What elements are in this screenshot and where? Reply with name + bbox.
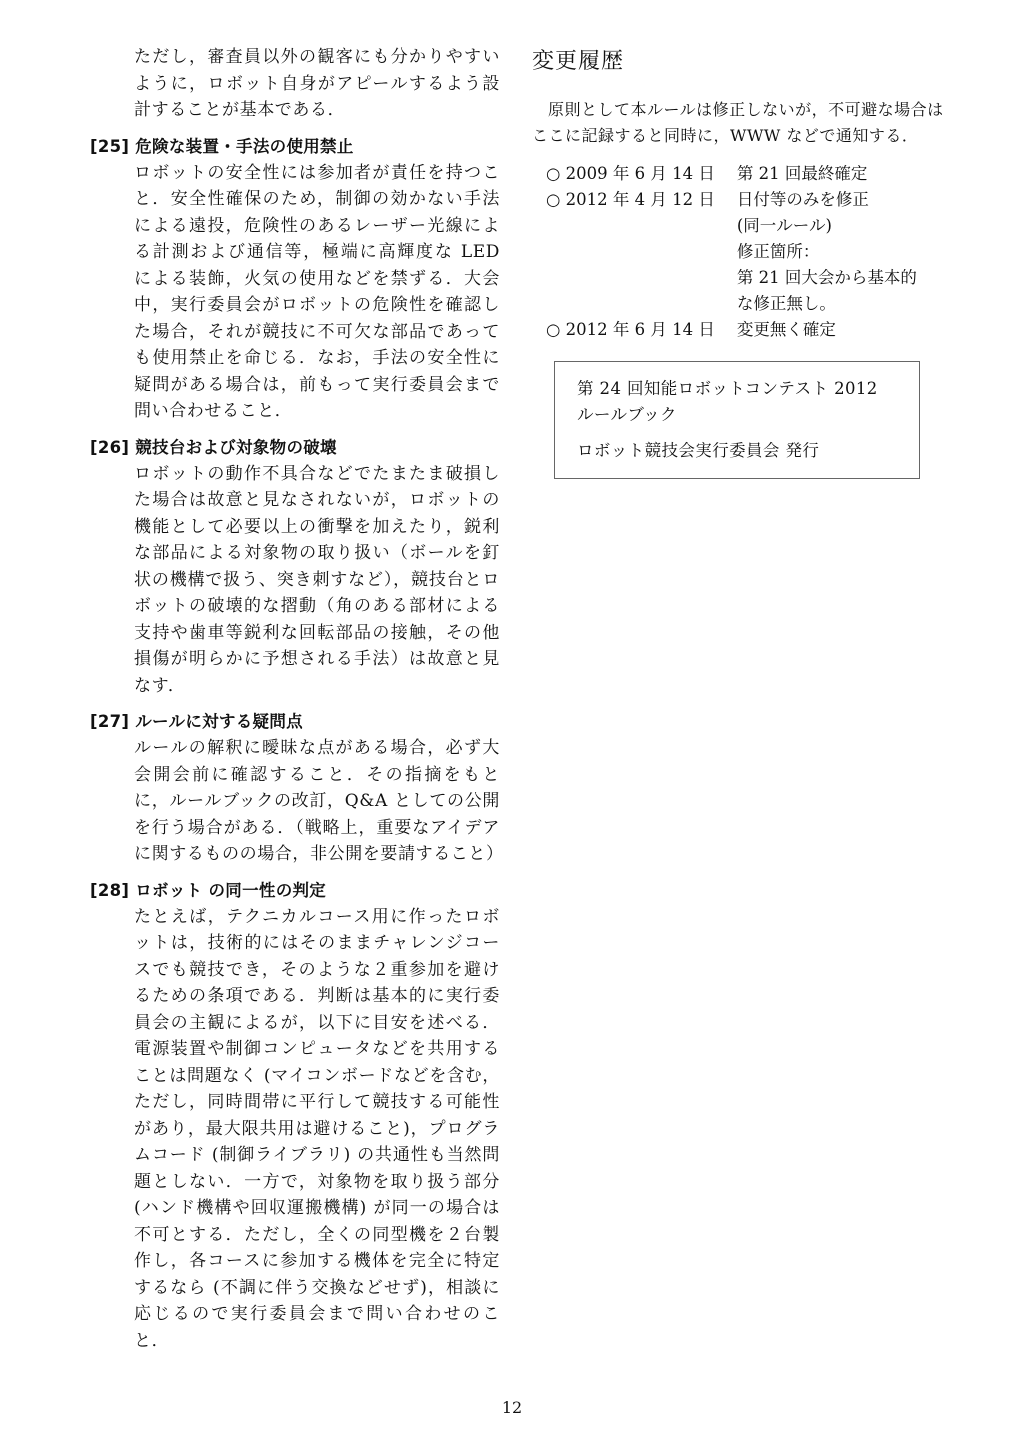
history-title: 変更履歴 (532, 49, 625, 74)
history-date: ○ 2012 年 6 月 14 日 (546, 320, 715, 339)
intro-paragraph: ただし，審査員以外の観客にも分かりやすいように，ロボット自身がアピールするよう設計することが基本である． (134, 47, 500, 120)
rulebook-publisher: ロボット競技会実行委員会 発行 (577, 441, 820, 460)
section-title: 危険な装置・手法の使用禁止 (135, 136, 354, 156)
rulebook-title: 第 24 回知能ロボットコンテスト 2012 ルールブック (577, 379, 878, 424)
history-entry (532, 161, 927, 187)
section-number: [28] (90, 880, 130, 900)
section-heading (90, 435, 500, 461)
section-body: ロボットの安全性には参加者が責任を持つこと．安全性確保のため，制御の効かない手法による遠投，危険性のあるレーザー光線による計測および通信等，極端に高輝度な LED による装飾，火気の使用などを禁ずる．大会中，実行委員会がロボットの危険性を確認した場合，それが競技に不可欠な部品であっても使用禁止を命じる．なお，手法の安全性に疑問がある場合は，前もって実行委員会まで問い合わせること． (134, 162, 500, 421)
section-25 (90, 134, 500, 425)
right-column (532, 44, 952, 479)
history-description: 第 21 回最終確定 (736, 164, 868, 183)
section-body: ロボットの動作不具合などでたまたま破損した場合は故意と見なされないが，ロボットの機能として必要以上の衝撃を加えたり，鋭利な部品による対象物の取り扱い（ボールを釘状の機構で扱う、突き刺すなど），競技台とロボットの破壊的な摺動（角のある部材による支持や歯車等鋭利な回転部品の接触，その他損傷が明らかに予想される手法）は故意と見なす． (134, 463, 500, 696)
section-heading (90, 134, 500, 160)
section-title: 競技台および対象物の破壊 (135, 437, 337, 457)
history-description: 日付等のみを修正 (同一ルール) 修正箇所： 第 21 回大会から基本的な修正無し。 (736, 190, 917, 313)
page-number: 12 (501, 1398, 523, 1417)
section-number: [26] (90, 437, 130, 457)
circle-marker-icon: ○ (546, 164, 561, 183)
left-column (90, 44, 504, 1354)
rulebook-info-box (554, 361, 920, 479)
history-entry (532, 187, 927, 317)
history-date: ○ 2009 年 6 月 14 日 (546, 164, 715, 183)
section-28 (90, 878, 500, 1355)
section-body: たとえば，テクニカルコース用に作ったロボットは，技術的にはそのままチャレンジコースでも競技でき，そのような２重参加を避けるための条項である．判断は基本的に実行委員会の主観によるが，以下に目安を述べる．電源装置や制御コンピュータなどを共用することは問題なく (マイコンボードなどを含む，ただし，同時間帯に平行して競技する可能性があり，最大限共用は避けること)，プログラムコード (制御ライブラリ) の共通性も当然問題としない．一方で，対象物を取り扱う部分 (ハンド機構や回収運搬機構) が同一の場合は不可とする．ただし，全くの同型機を２台製作し，各コースに参加する機体を完全に特定するなら (不調に伴う交換などせず)，相談に応じるので実行委員会まで問い合わせのこと． (134, 906, 500, 1351)
history-description: 変更無く確定 (736, 320, 836, 339)
circle-marker-icon: ○ (546, 190, 561, 209)
history-date: ○ 2012 年 4 月 12 日 (546, 190, 715, 209)
section-body: ルールの解釈に曖昧な点がある場合，必ず大会開会前に確認すること．その指摘をもとに，ルールブックの改訂，Q&A としての公開を行う場合がある．（戦略上，重要なアイデアに関するものの場合，非公開を要請すること） (134, 738, 504, 864)
section-heading (90, 878, 500, 904)
section-title: ルールに対する疑問点 (135, 712, 303, 731)
section-title: ロボット の同一性の判定 (135, 880, 327, 900)
section-number: [25] (90, 136, 130, 156)
section-26 (90, 435, 500, 700)
history-entry (532, 317, 927, 343)
circle-marker-icon: ○ (546, 320, 561, 339)
section-heading (90, 709, 500, 735)
section-number: [27] (90, 712, 130, 731)
history-intro: 原則として本ルールは修正しないが，不可避な場合はここに記録すると同時に，WWW などで通知する． (532, 100, 944, 145)
history-table (532, 161, 927, 343)
section-27 (90, 709, 504, 868)
